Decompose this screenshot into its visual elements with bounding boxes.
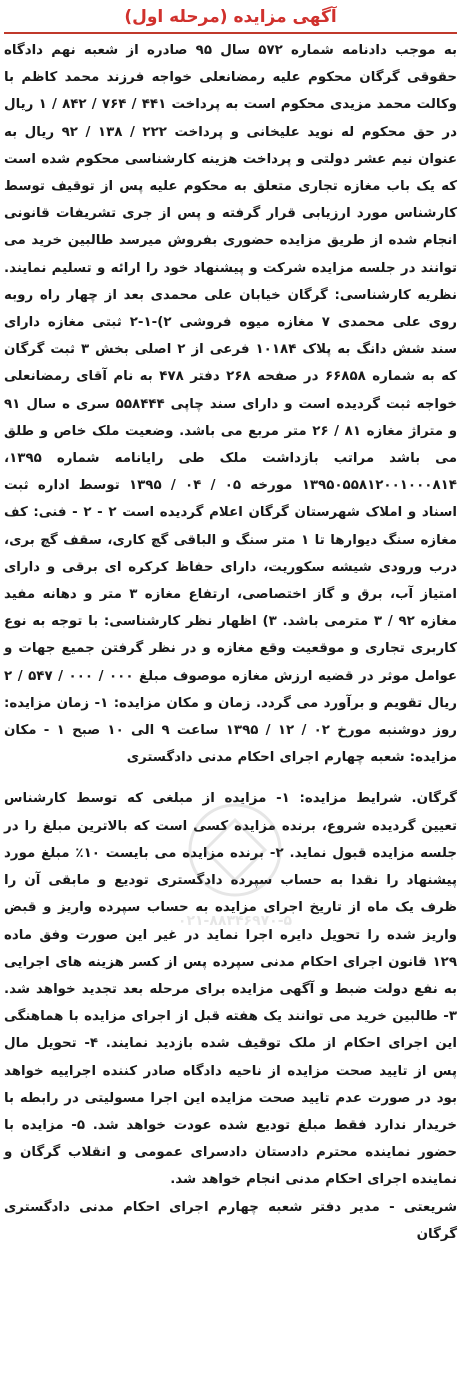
notice-body-part-1: به موجب دادنامه شماره ۵۷۲ سال ۹۵ صادره از شعبه نهم دادگاه حقوقی گرگان محکوم علیه رمضانعلی خواجه فرزند محمد کاظم با وکالت محمد مزیدی محکوم است به پرداخت ۴۴۱ / ۷۶۴ / ۸۴۲ / ۱ ریال در حق محکوم له نوید علیخانی و پرداخت ۲۲۲ / ۱۳۸ / ۹۲ ریال به عنوان نیم عشر دولتی و پرداخت هزینه کارشناسی محکوم شده است که یک باب مغازه تجاری متعلق به محکوم علیه پس از توقیف توسط کارشناس مورد ارزیابی قرار گرفته و پس از جری تشریفات قانونی انجام شده از طریق مزایده حضوری بفروش میرسد طالبین خرید می توانند در جلسه مزایده شرکت و پیشنهاد خود را ارائه و تسلیم نمایند. نظریه کارشناسی: گرگان خیابان علی محمدی بعد از چهار راه روبه روی علی محمدی ۷ مغازه میوه فروشی ۲)-۱-۲ ثبتی مغازه دارای سند شش دانگ به پلاک ۱۰۱۸۴ فرعی از ۲ اصلی بخش ۳ ثبت گرگان که به شماره ۶۶۸۵۸ در صفحه ۲۶۸ دفتر ۴۷۸ به نام آقای رمضانعلی خواجه ثبت گردیده است و دارای سند چاپی ۵۵۸۴۴۴ سری ه سال ۹۱ و متراژ مغازه ۸۱ / ۲۶ متر مربع می باشد. وضعیت ملک خاص و طلق می باشد مراتب بازداشت ملک طی رایانامه شماره ۱۳۹۵، ۱۳۹۵۰۵۵۸۱۲۰۰۱۰۰۰۸۱۴ مورخه ۰۵ / ۰۴ / ۱۳۹۵ توسط اداره ثبت اسناد و املاک شهرستان گرگان اعلام گردیده است ۲ - ۲ - فنی: کف مغازه سنگ دیوارها تا ۱ متر سنگ و الباقی گچ کاری، سقف گچ بری، درب ورودی شیشه سکوریت، دارای حفاظ کرکره ای برقی و دارای امتیاز آب، برق و گاز اختصاصی، ارتفاع مغازه ۳ متر و دهانه مفید مغازه ۹۲ / ۳ مترمی باشد. ۳) اظهار نظر کارشناسی: با توجه به نوع کاربری تجاری و موقعیت وقع مغازه و در نظر گرفتن جمیع جهات و عوامل موثر در قضیه ارزش مغازه موصوف مبلغ ۰۰۰ / ۰۰۰ / ۵۴۷ / ۲ ریال تقویم و برآورد می گردد. زمان و مکان مزایده: ۱- زمان مزایده: روز دوشنبه مورخ ۰۲ / ۱۲ / ۱۳۹۵ ساعت ۹ الی ۱۰ صبح ۱ - مکان مزایده: شعبه چهارم اجرای احکام مدنی دادگستری — [4, 43, 458, 766]
notice-title: آگهی مزایده (مرحله اول) — [124, 7, 337, 27]
notice-header — [4, 2, 457, 34]
auction-notice — [4, 2, 457, 1382]
watermark-phone-text: ۰۲۱-۸۸۳۴۶۹۷۰-۵ — [177, 913, 293, 929]
notice-signature: شریعتی - مدیر دفتر شعبه چهارم اجرای احکام مدنی دادگستری گرگان — [4, 1199, 457, 1242]
notice-body-part-2: گرگان. شرایط مزایده: ۱- مزایده از مبلغی که توسط کارشناس تعیین گردیده شروع، برنده مزایده کسی است که بالاترین مبلغ را در جلسه مزایده قبول نماید. ۲- برنده مزایده می بایست ۱۰٪ مبلغ مورد پیشنهاد را نقدا به حساب سپرده دادگستری تودیع و مابقی آن را ظرف یک ماه از تاریخ اجرای مزایده به حساب سپرده واریز و قبض واریز شده را تحویل دایره اجرا نماید در غیر این صورت وفق ماده ۱۲۹ قانون اجرای احکام مدنی سپرده پس از کسر هزینه های اجرایی به نفع دولت ضبط و آگهی مزایده برای مرحله بعد تجدید خواهد شد. ۳- طالبین خرید می توانند یک هفته قبل از اجرای مزایده با هماهنگی این اجرای احکام از ملک توقیف شده بازدید نمایند. ۴- تحویل مال پس از تایید صحت مزایده از ناحیه دادگاه صادر کننده اجراییه خواهد بود در صورت عدم تایید صحت مزایده این اجرا مسولیتی در رابطه با خریدار ندارد فقط مبلغ تودیع شده عودت خواهد شد. ۵- مزایده با حضور نماینده محترم دادستان دادسرای عمومی و انقلاب گرگان و نماینده اجرای احکام مدنی انجام خواهد شد. — [4, 791, 458, 1188]
paragraph-spacer — [4, 771, 457, 785]
